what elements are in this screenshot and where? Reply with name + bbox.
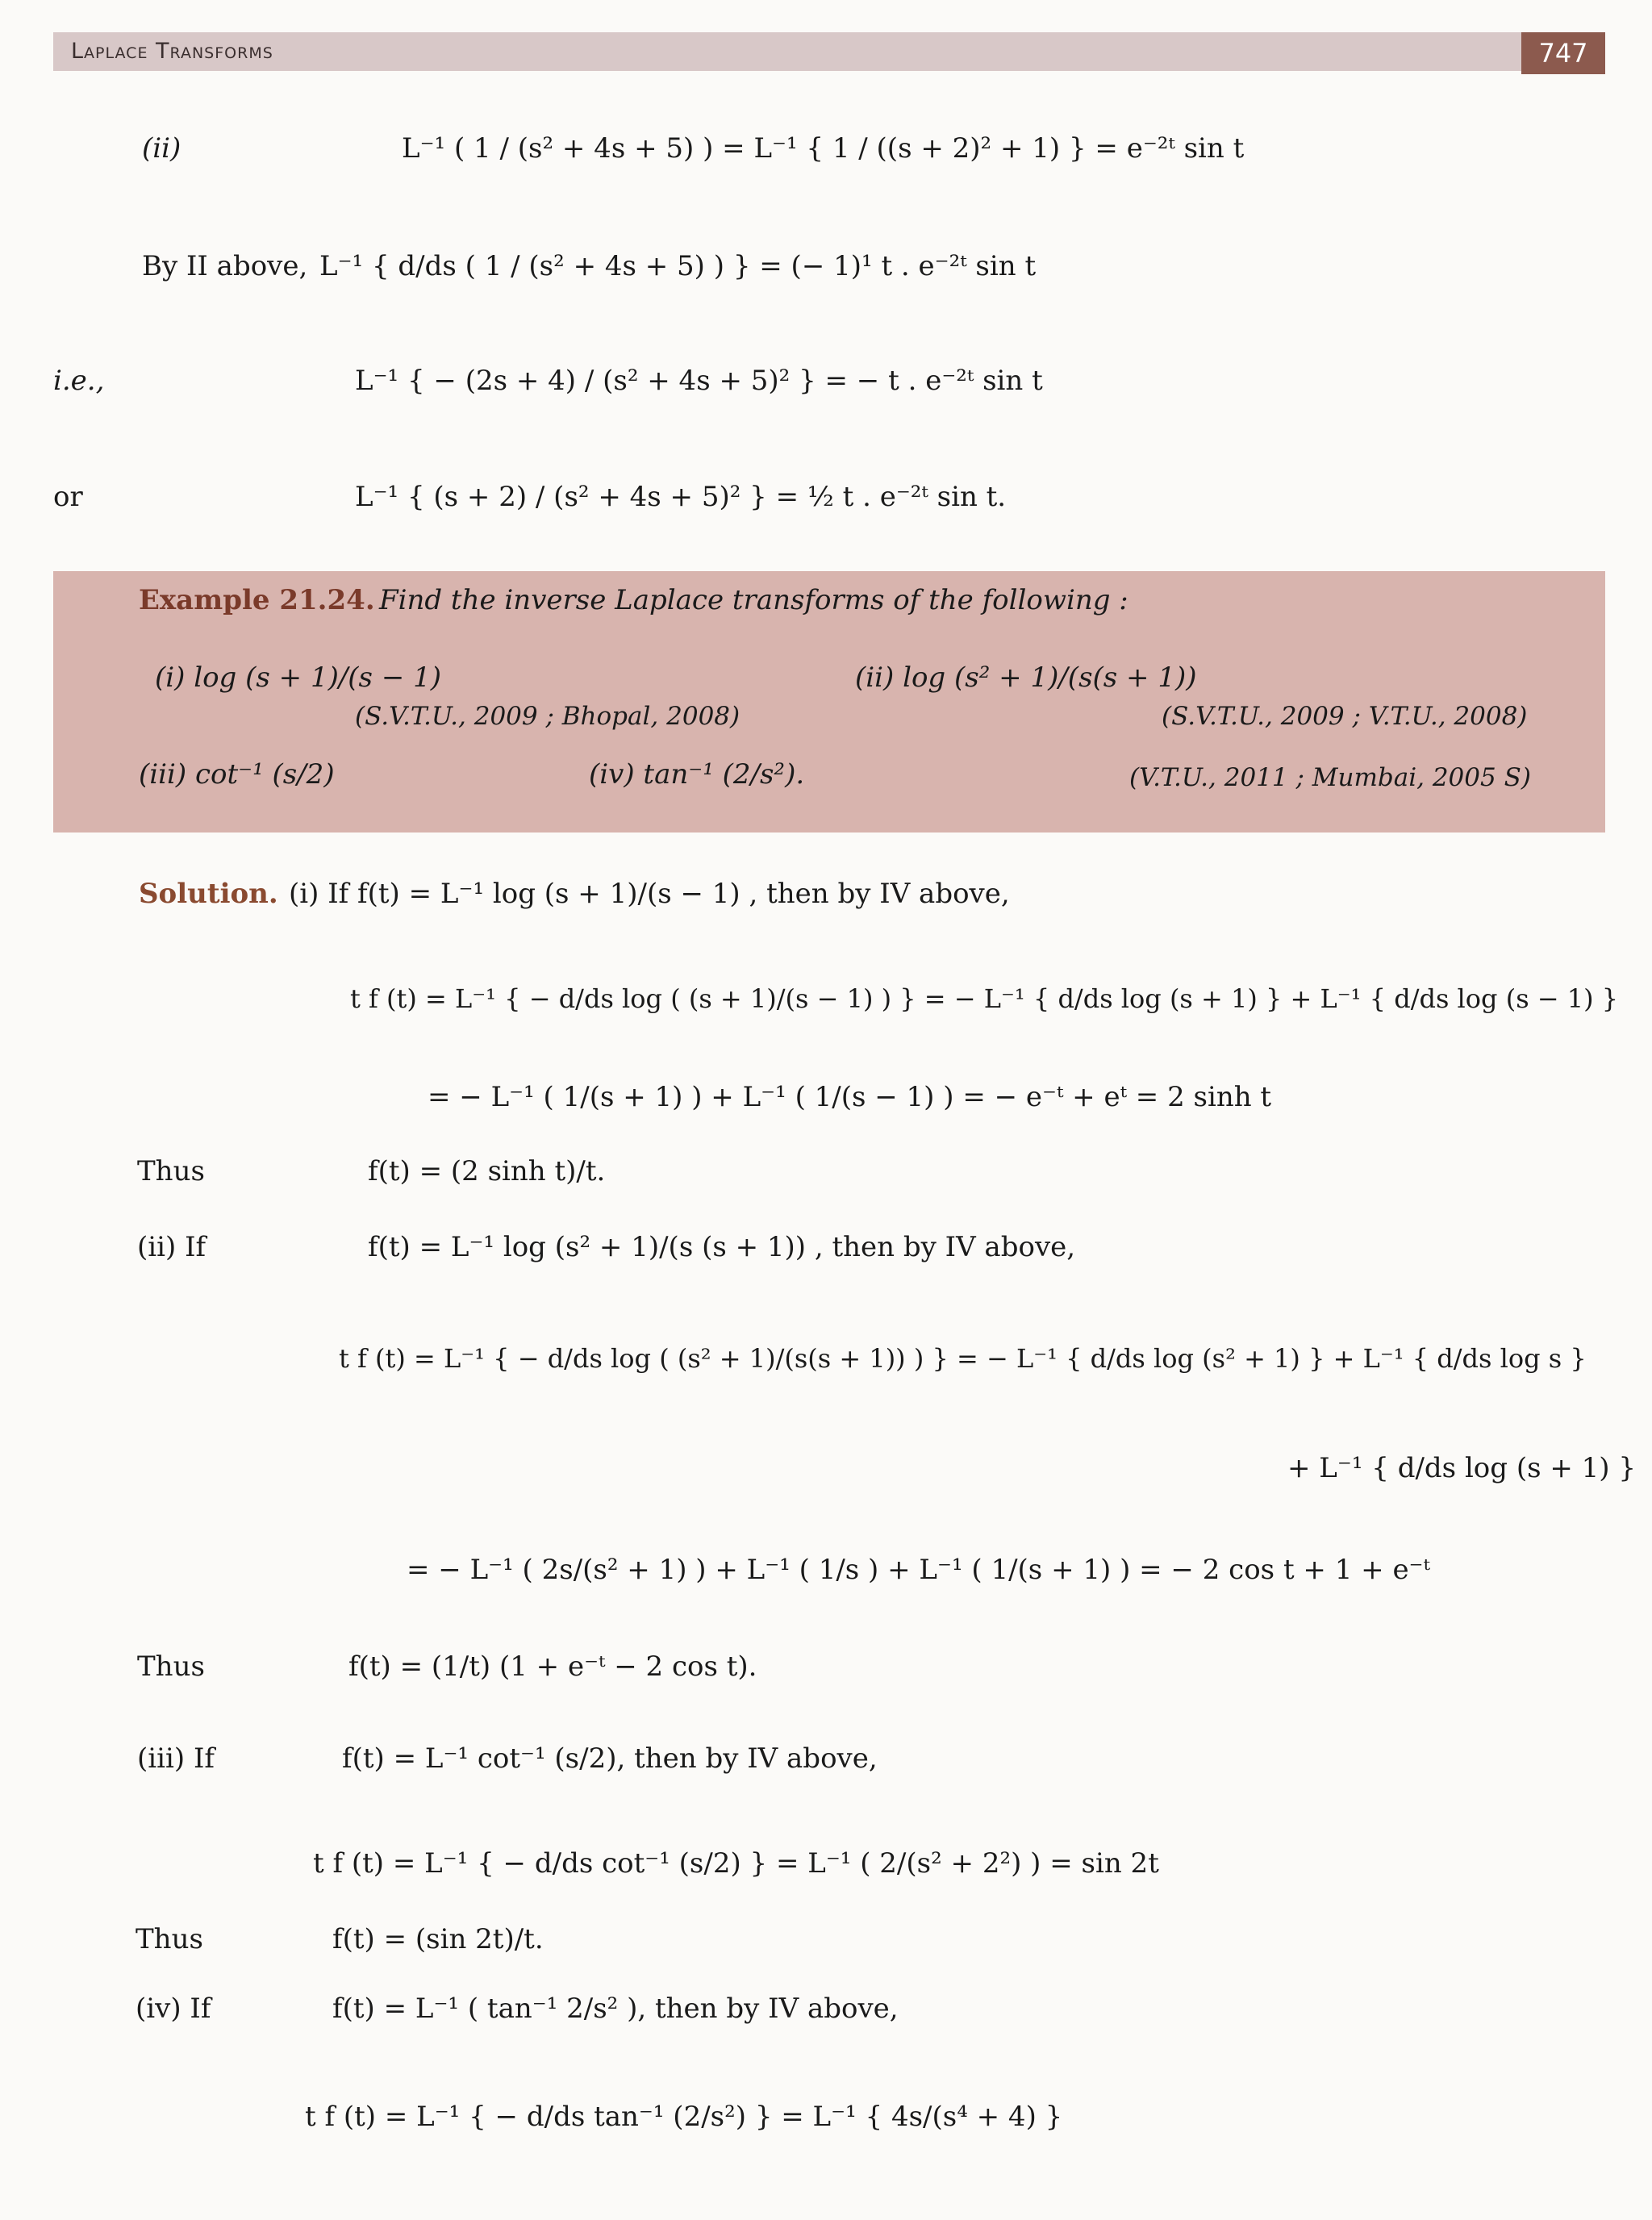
equation-ie: L⁻¹ { − (2s + 4) / (s² + 4s + 5)² } = − t . e⁻²ᵗ sin t (355, 365, 1043, 397)
page-number: 747 (1521, 32, 1605, 74)
solution-part-iv-eq1: t f (t) = L⁻¹ { − d/ds tan⁻¹ (2/s²) } = L⁻¹ { 4s/(s⁴ + 4) } (305, 2101, 1063, 2133)
label-by-ii: By II above, (142, 250, 308, 282)
example-item-ii: (ii) log (s² + 1)/(s(s + 1)) (855, 661, 1197, 694)
thus-label-iii: Thus (136, 1923, 203, 1955)
example-prompt: Find the inverse Laplace transforms of the following : (379, 584, 1128, 616)
label-ii: (ii) (142, 132, 181, 165)
example-item-ii-source: (S.V.T.U., 2009 ; V.T.U., 2008) (1162, 702, 1528, 731)
solution-part-i-eq1: t f (t) = L⁻¹ { − d/ds log ( (s + 1)/(s − 1) ) } = − L⁻¹ { d/ds log (s + 1) } + L⁻¹ { d/ds log (s − 1) } (350, 983, 1619, 1014)
solution-part-ii-intro: f(t) = L⁻¹ log (s² + 1)/(s (s + 1)) , then by IV above, (368, 1231, 1076, 1263)
equation-by-ii: L⁻¹ { d/ds ( 1 / (s² + 4s + 5) ) } = (− 1)¹ t . e⁻²ᵗ sin t (319, 250, 1037, 282)
solution-part-i-eq2: = − L⁻¹ ( 1/(s + 1) ) + L⁻¹ ( 1/(s − 1) ) = − e⁻ᵗ + eᵗ = 2 sinh t (428, 1081, 1272, 1113)
example-item-iv-source: (V.T.U., 2011 ; Mumbai, 2005 S) (1129, 763, 1531, 792)
solution-part-iii-result: f(t) = (sin 2t)/t. (332, 1923, 544, 1955)
thus-label-i: Thus (137, 1155, 205, 1187)
solution-part-i-intro: (i) If f(t) = L⁻¹ log (s + 1)/(s − 1) , then by IV above, (289, 878, 1010, 910)
example-item-i-source: (S.V.T.U., 2009 ; Bhopal, 2008) (355, 702, 740, 731)
solution-part-iii-label: (iii) If (137, 1742, 215, 1775)
example-item-iv: (iv) tan⁻¹ (2/s²). (589, 758, 805, 791)
solution-part-iii-eq1: t f (t) = L⁻¹ { − d/ds cot⁻¹ (s/2) } = L⁻¹ ( 2/(s² + 2²) ) = sin 2t (313, 1847, 1159, 1880)
solution-part-ii-eq1: t f (t) = L⁻¹ { − d/ds log ( (s² + 1)/(s(s + 1)) ) } = − L⁻¹ { d/ds log (s² + 1) } + L⁻¹ { d/ds log s } (339, 1343, 1587, 1374)
thus-label-ii: Thus (137, 1650, 205, 1683)
running-header-title: Laplace Transforms (71, 39, 273, 64)
solution-part-iv-label: (iv) If (136, 1993, 211, 2025)
solution-part-ii-label: (ii) If (137, 1231, 206, 1263)
solution-part-iv-intro: f(t) = L⁻¹ ( tan⁻¹ 2/s² ), then by IV above, (332, 1993, 899, 2025)
equation-ii: L⁻¹ ( 1 / (s² + 4s + 5) ) = L⁻¹ { 1 / ((s + 2)² + 1) } = e⁻²ᵗ sin t (402, 132, 1245, 165)
solution-part-ii-eq2: = − L⁻¹ ( 2s/(s² + 1) ) + L⁻¹ ( 1/s ) + L⁻¹ ( 1/(s + 1) ) = − 2 cos t + 1 + e⁻ᵗ (407, 1554, 1430, 1586)
example-item-i: (i) log (s + 1)/(s − 1) (155, 661, 442, 694)
solution-label: Solution. (139, 878, 278, 910)
solution-part-iii-intro: f(t) = L⁻¹ cot⁻¹ (s/2), then by IV above, (342, 1742, 878, 1775)
example-title: Example 21.24. (139, 584, 375, 616)
equation-or: L⁻¹ { (s + 2) / (s² + 4s + 5)² } = ½ t . e⁻²ᵗ sin t. (355, 481, 1007, 513)
label-ie: i.e., (53, 365, 105, 397)
solution-part-i-result: f(t) = (2 sinh t)/t. (368, 1155, 606, 1187)
example-item-iii: (iii) cot⁻¹ (s/2) (139, 758, 335, 791)
label-or: or (53, 481, 83, 513)
solution-part-ii-eq1b: + L⁻¹ { d/ds log (s + 1) } (1287, 1452, 1637, 1484)
running-header (53, 32, 1605, 71)
solution-part-ii-result: f(t) = (1/t) (1 + e⁻ᵗ − 2 cos t). (348, 1650, 757, 1683)
